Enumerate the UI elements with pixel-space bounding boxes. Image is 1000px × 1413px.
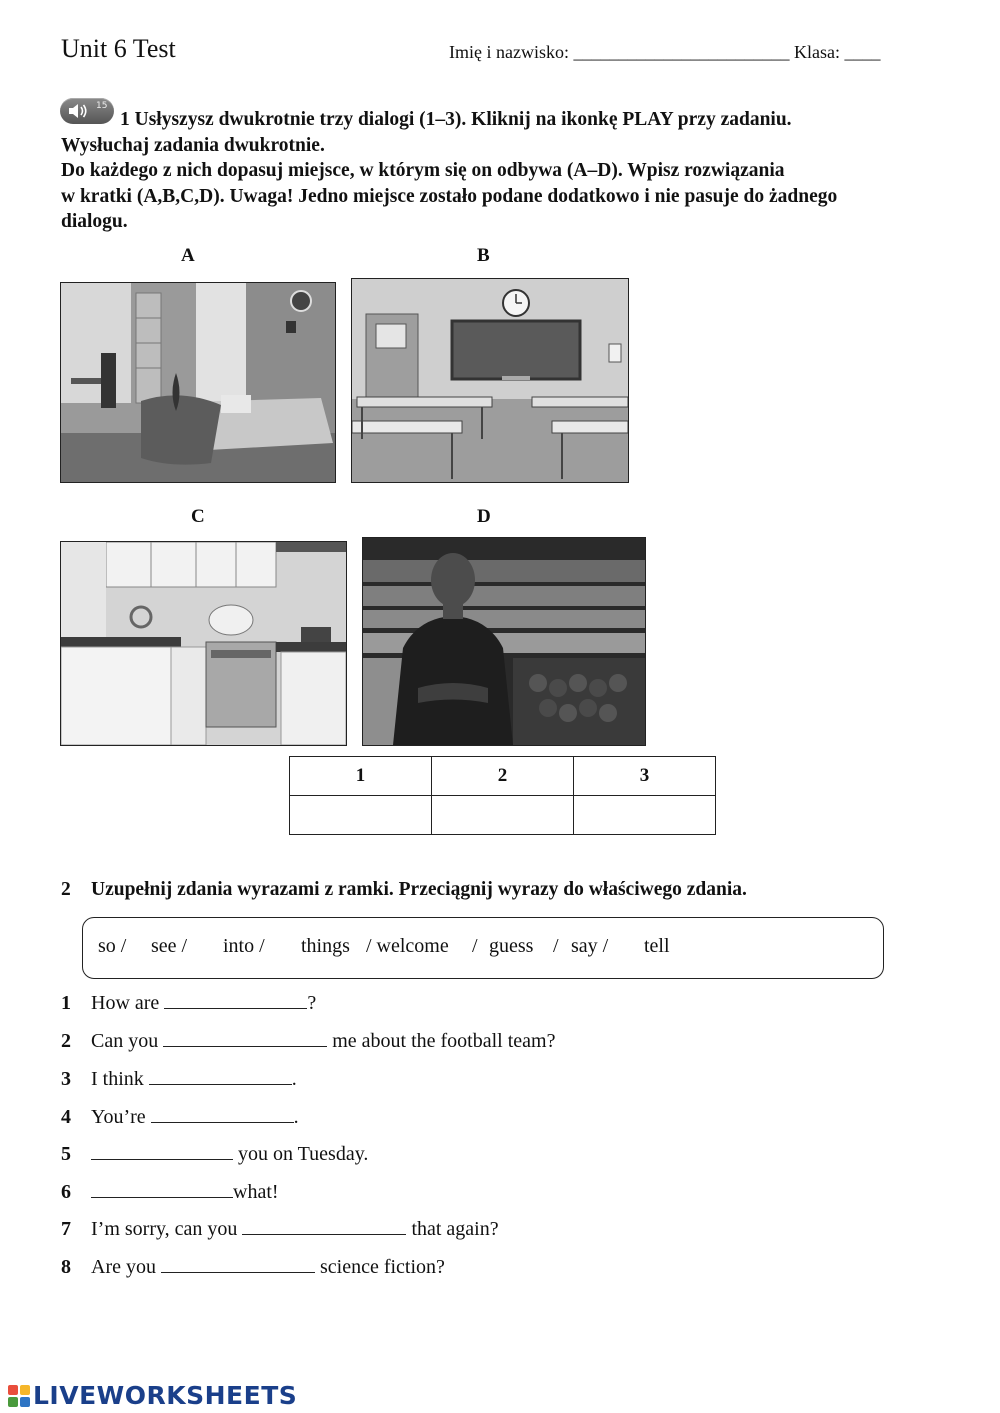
- sentence-text: Can you: [91, 1030, 164, 1052]
- gap-input[interactable]: [161, 1254, 315, 1273]
- sentence-text: .: [291, 1068, 297, 1090]
- instruction-line: Do każdego z nich dopasuj miejsce, w którym się on odbywa (A–D). Wpisz rozwiązania: [61, 160, 785, 181]
- sentence-number: 7: [61, 1218, 71, 1240]
- audio-track-number: 15: [96, 101, 108, 111]
- sentence-text: .: [293, 1106, 299, 1128]
- instruction-line: w kratki (A,B,C,D). Uwaga! Jedno miejsce zostało podane dodatkowo i nie pasuje do żadnego: [61, 185, 838, 207]
- word-so[interactable]: so /: [98, 935, 127, 957]
- sentence-text: what!: [233, 1181, 279, 1203]
- answer-input-3[interactable]: [574, 796, 716, 835]
- picture-b-classroom: [351, 278, 629, 483]
- gap-input[interactable]: [91, 1179, 233, 1198]
- brand-name: LIVEWORKSHEETS: [33, 1381, 298, 1410]
- word-things[interactable]: things: [301, 935, 350, 957]
- word-separator: /: [553, 935, 559, 957]
- word-tell[interactable]: tell: [644, 935, 670, 957]
- picture-c-kitchen: [60, 541, 347, 746]
- answer-table: [289, 756, 716, 835]
- answer-input-1[interactable]: [290, 796, 432, 835]
- sentence-text: How are: [91, 992, 165, 1014]
- word-bank: [82, 917, 884, 979]
- answer-header-2: 2: [432, 757, 574, 796]
- gap-input[interactable]: [149, 1066, 292, 1085]
- sentence-text: You’re: [91, 1106, 151, 1128]
- sentence-6: [61, 1179, 279, 1204]
- word-guess[interactable]: guess: [489, 935, 534, 957]
- sentence-5: [61, 1141, 368, 1166]
- sentence-text: me about the football team?: [327, 1030, 556, 1052]
- gap-input[interactable]: [151, 1104, 294, 1123]
- page-title: Unit 6 Test: [61, 34, 176, 63]
- word-into[interactable]: into /: [223, 935, 265, 957]
- word-welcome[interactable]: / welcome: [366, 935, 449, 957]
- instruction-line: dialogu.: [61, 211, 128, 232]
- sentence-text: I’m sorry, can you: [91, 1218, 243, 1240]
- sentence-3: [61, 1066, 297, 1091]
- picture-label-b: B: [477, 245, 490, 266]
- answer-header-1: 1: [290, 757, 432, 796]
- sentence-text: science fiction?: [314, 1256, 445, 1278]
- sentence-text: ?: [307, 992, 317, 1014]
- picture-d-shopkeeper: [362, 537, 646, 746]
- sentence-number: 6: [61, 1181, 71, 1203]
- sentence-text: you on Tuesday.: [233, 1143, 369, 1165]
- picture-label-d: D: [477, 506, 491, 527]
- sentence-1: [61, 990, 316, 1015]
- sentence-2: [61, 1028, 555, 1053]
- answer-header-3: 3: [574, 757, 716, 796]
- sentence-7: [61, 1216, 499, 1241]
- exercise1-instruction: [61, 107, 941, 235]
- gap-input[interactable]: [163, 1028, 327, 1047]
- picture-label-c: C: [191, 506, 205, 527]
- sentence-4: [61, 1104, 299, 1129]
- word-see[interactable]: see /: [151, 935, 188, 957]
- picture-label-a: A: [181, 245, 195, 266]
- sentence-number: 5: [61, 1143, 71, 1165]
- gap-input[interactable]: [164, 990, 307, 1009]
- instruction-line: Wysłuchaj zadania dwukrotnie.: [61, 134, 325, 156]
- sentence-8: [61, 1254, 445, 1279]
- word-say[interactable]: say /: [571, 935, 609, 957]
- word-separator: /: [472, 935, 478, 957]
- gap-input[interactable]: [91, 1141, 233, 1160]
- sentence-text: Are you: [91, 1256, 161, 1278]
- sentence-number: 2: [61, 1030, 71, 1052]
- sentence-text: that again?: [406, 1218, 499, 1240]
- liveworksheets-logo-icon: [8, 1385, 30, 1407]
- gap-input[interactable]: [242, 1216, 406, 1235]
- sentence-number: 8: [61, 1256, 71, 1278]
- sentence-number: 4: [61, 1106, 71, 1128]
- instruction-line: 1 Usłyszysz dwukrotnie trzy dialogi (1–3). Kliknij na ikonkę PLAY przy zadaniu.: [120, 109, 792, 130]
- name-class-field: Imię i nazwisko: ________________________ Klasa: ____: [449, 42, 881, 62]
- exercise2-instruction: Uzupełnij zdania wyrazami z ramki. Przeciągnij wyrazy do właściwego zdania.: [91, 879, 747, 900]
- liveworksheets-logo: [8, 1381, 297, 1410]
- picture-a-bedroom: [60, 282, 336, 483]
- sentence-text: I think: [91, 1068, 149, 1090]
- exercise2-number: 2: [61, 879, 71, 900]
- answer-input-2[interactable]: [432, 796, 574, 835]
- sentence-number: 1: [61, 992, 71, 1014]
- sentence-number: 3: [61, 1068, 71, 1090]
